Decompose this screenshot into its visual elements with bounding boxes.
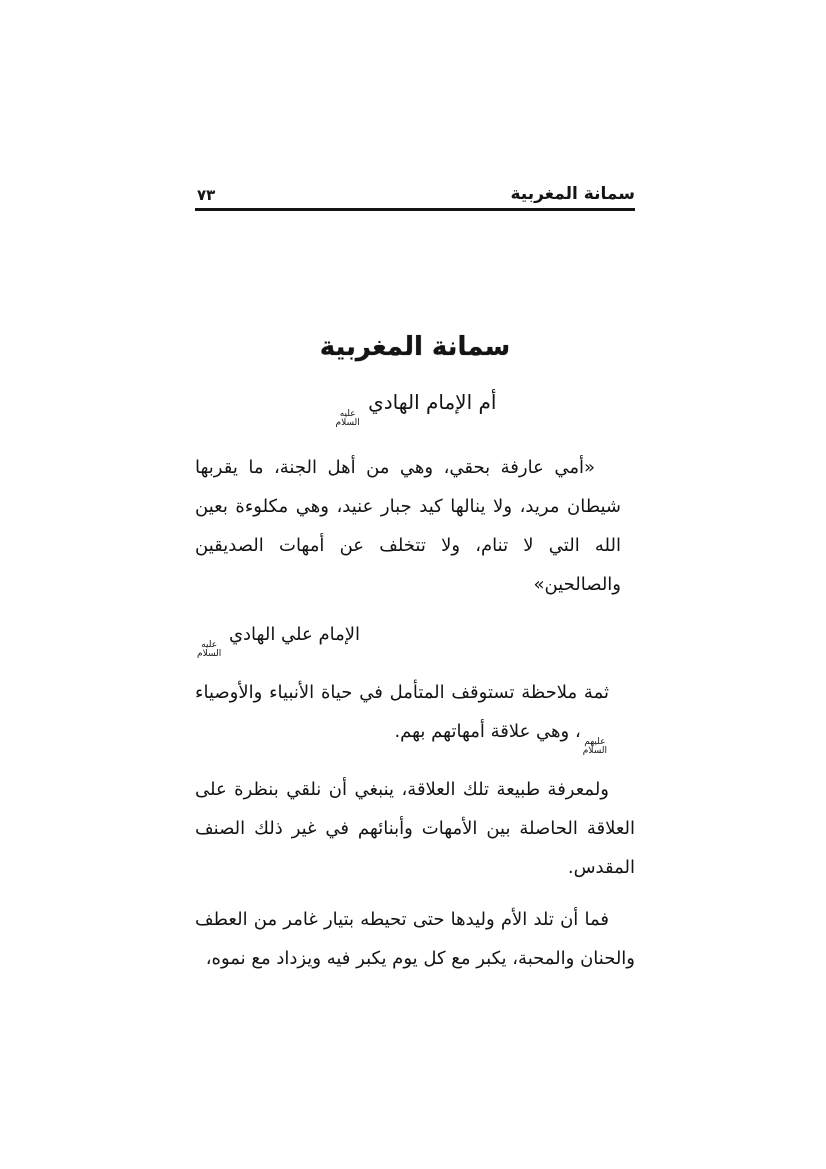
honorific-alayhis-salam-icon — [336, 410, 360, 429]
chapter-title: سمانة المغربية — [319, 332, 511, 362]
paragraph-text: ، وهي علاقة أمهاتهم بهم. — [394, 720, 581, 742]
running-title: سمانة المغربية — [510, 184, 635, 204]
page-number: ٧٣ — [197, 186, 216, 204]
chapter-subtitle — [195, 385, 635, 429]
attribution-text: الإمام علي الهادي — [228, 623, 361, 645]
honorific-bottom: السلام — [197, 649, 222, 660]
honorific-top: عليه — [201, 639, 218, 650]
page-content — [195, 0, 635, 978]
honorific-bottom: السلام — [582, 746, 607, 757]
hadith-quote: «أمي عارفة بحقي، وهي من أهل الجنة، ما يقربها شيطان مريد، ولا ينالها كيد جبار عنيد، وهي مكلوءة بعين الله التي لا تنام، ولا تتخلف عن أمهات الصديقين والصالحين» — [195, 456, 621, 595]
paragraph-text: ثمة ملاحظة تستوقف المتأمل في حياة الأنبياء والأوصياء — [195, 681, 609, 703]
paragraph: فما أن تلد الأم وليدها حتى تحيطه بتيار غامر من العطف والحنان والمحبة، يكبر مع كل يوم يكبر فيه ويزداد مع نموه، — [195, 908, 635, 969]
page-header — [195, 184, 635, 211]
honorific-alayhim-as-salam-icon — [583, 738, 633, 757]
paragraph: ولمعرفة طبيعة تلك العلاقة، ينبغي أن نلقي بنظرة على العلاقة الحاصلة بين الأمهات وأبنائهم في غير ذلك الصنف المقدس. — [195, 778, 635, 878]
subtitle-text: أم الإمام الهادي — [368, 390, 497, 414]
quote-attribution — [195, 617, 635, 660]
honorific-bottom: السلام — [335, 418, 360, 429]
paragraph — [195, 673, 635, 757]
honorific-top: عليهم — [584, 736, 606, 747]
honorific-top: عليه — [339, 409, 356, 419]
honorific-alayhis-salam-icon — [197, 641, 221, 660]
